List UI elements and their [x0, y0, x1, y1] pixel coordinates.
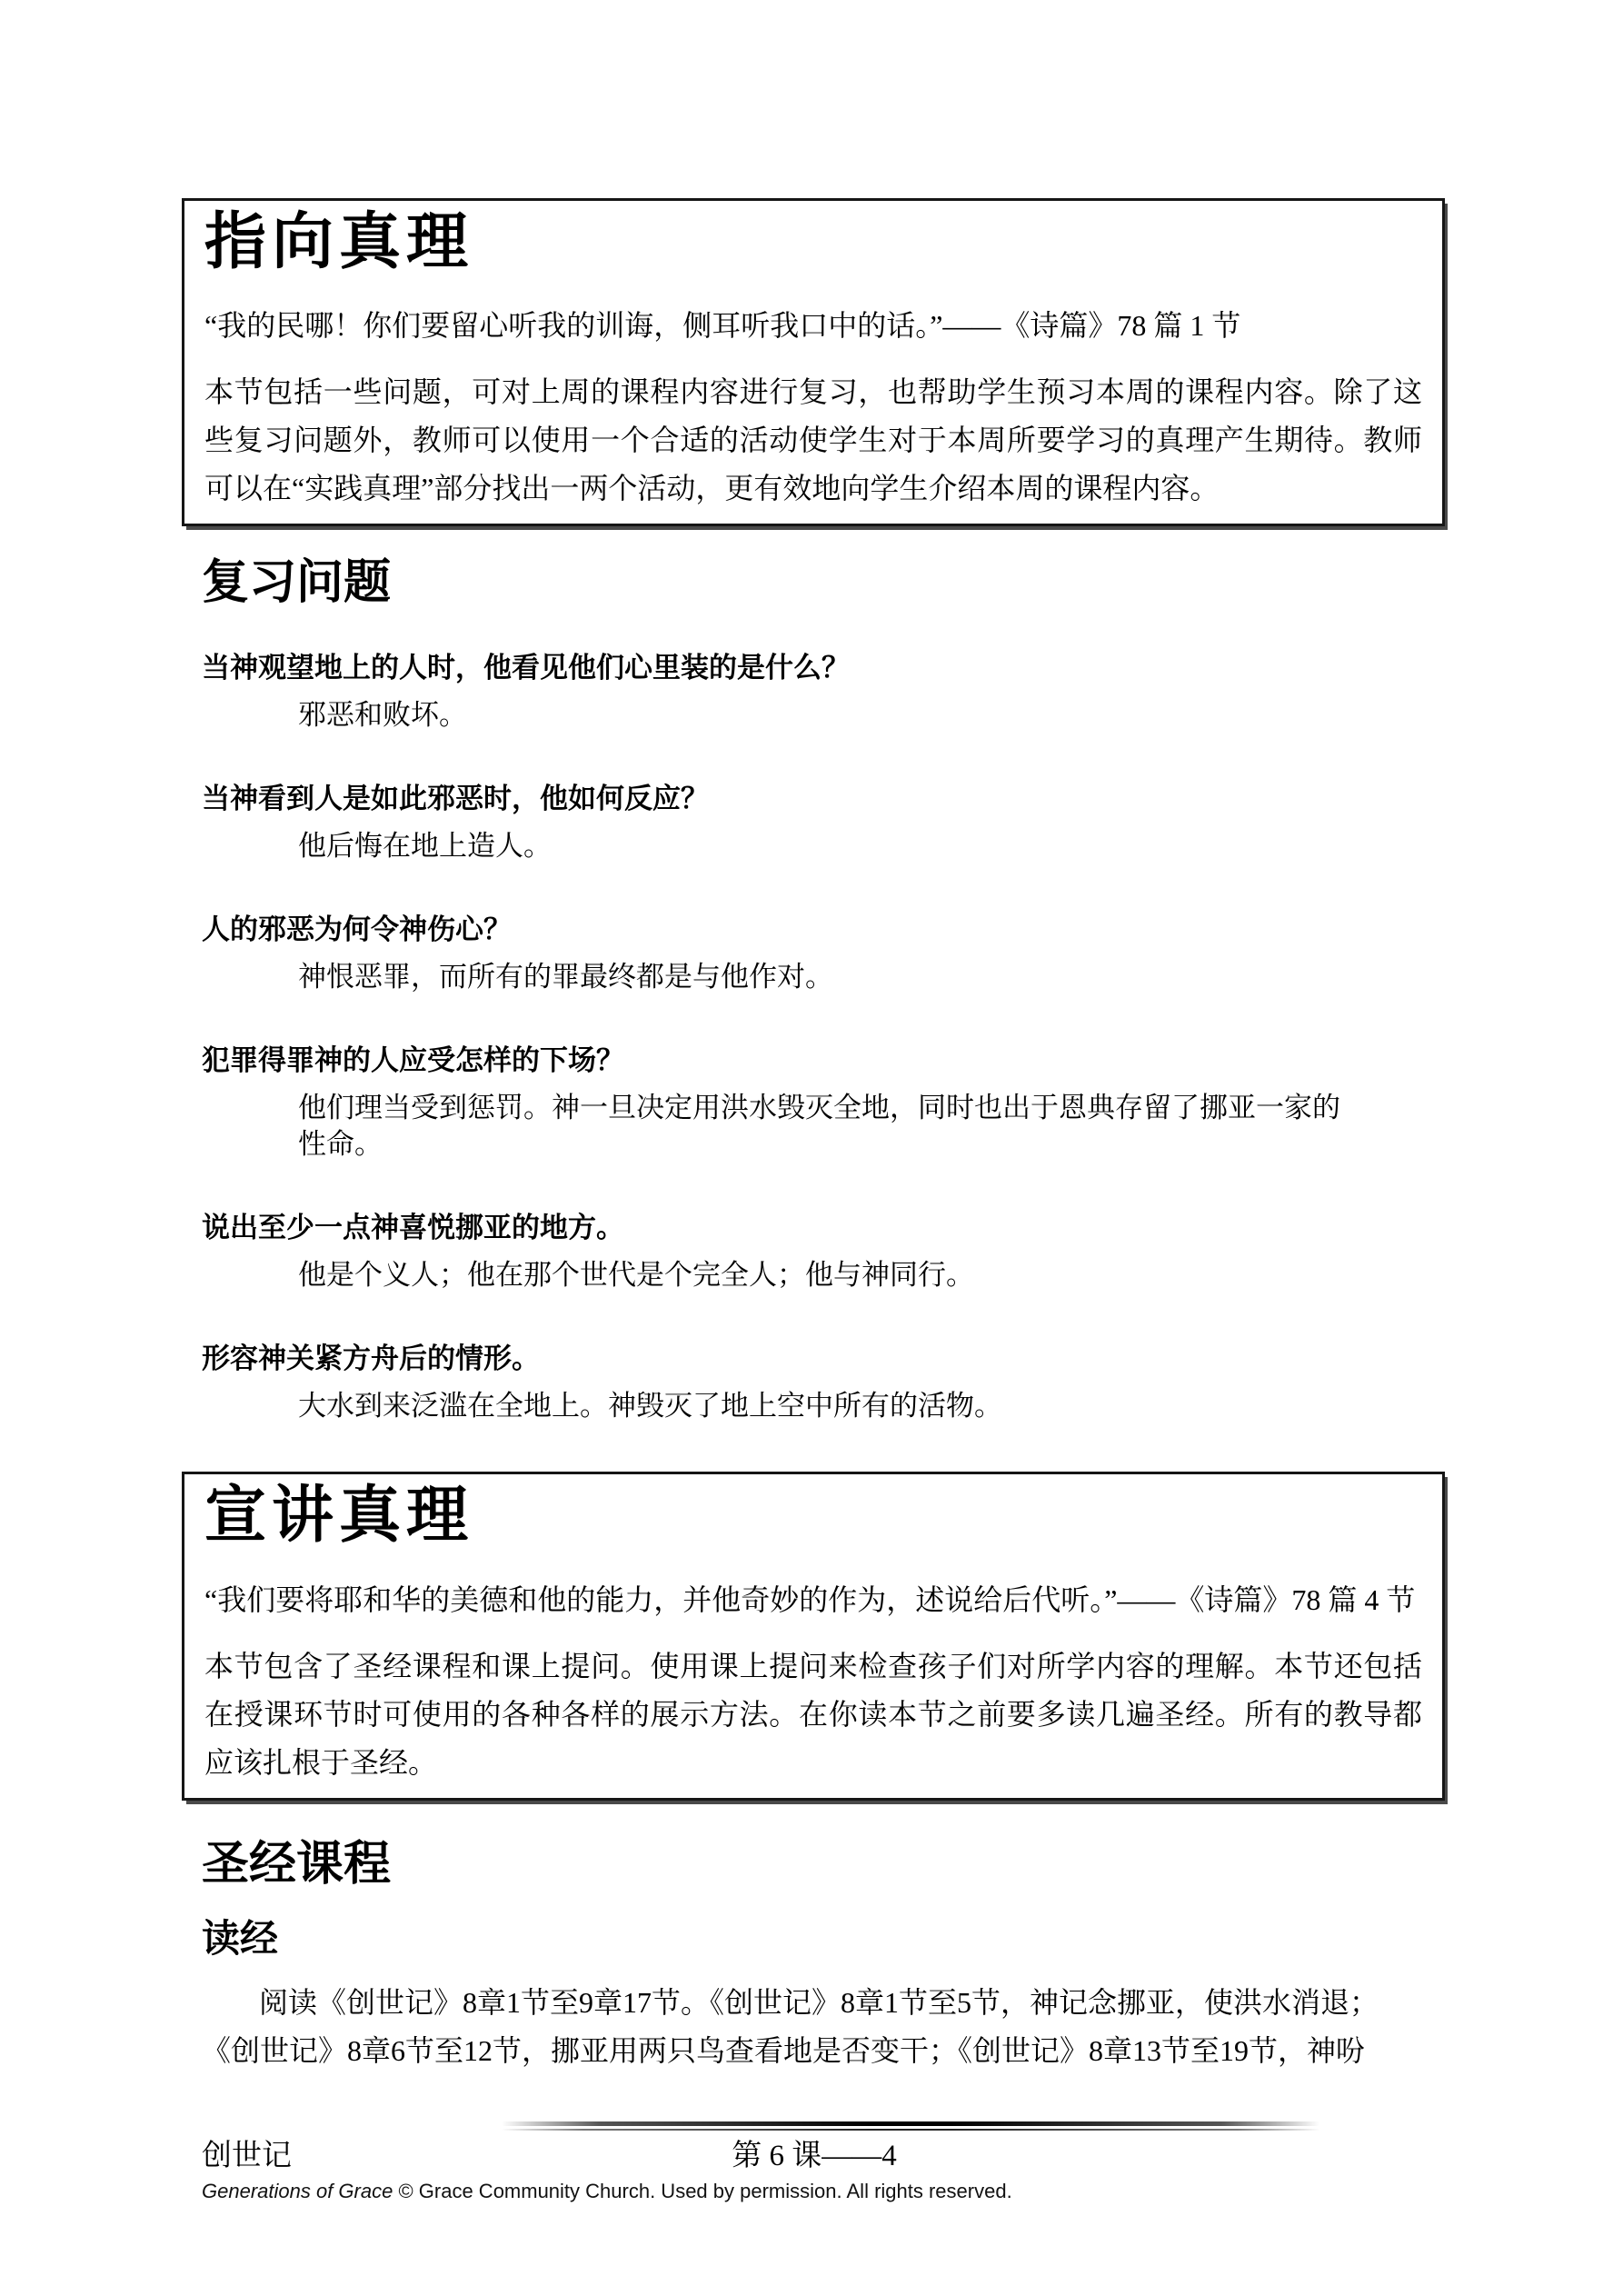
review-questions-heading: 复习问题: [202, 557, 392, 610]
footer-divider-thin-line: [502, 2129, 1319, 2131]
book-title: 创世记: [202, 2140, 292, 2172]
reading-line: 阅读《创世记》8章1节至9章17节。《创世记》8章1节至5节，神记念挪亚，使洪水消退；: [259, 1985, 1379, 2019]
pointing-to-truth-title: 指向真理: [204, 207, 474, 276]
reading-line: 《创世记》8章6节至12节，挪亚用两只鸟查看地是否变干；《创世记》8章13节至19节，神吩: [202, 2033, 1366, 2067]
review-question: 犯罪得罪神的人应受怎样的下场？: [202, 1044, 624, 1077]
qa-pair: [202, 1210, 1427, 1293]
copyright-series-name: Generations of Grace: [202, 2180, 393, 2202]
review-question: 说出至少一点神喜悦挪亚的地方。: [202, 1212, 624, 1244]
review-answer: 神恨恶罪，而所有的罪最终都是与他作对。: [298, 961, 833, 993]
scripture-reading-paragraph: [202, 1979, 1427, 2075]
review-question: 当神看到人是如此邪恶时，他如何反应？: [202, 783, 709, 815]
footer-divider: [502, 2121, 1319, 2131]
psalm-quote-78-1: “我的民哪！你们要留心听我的训诲，侧耳听我口中的话。”——《诗篇》78 篇 1 节: [204, 309, 1241, 343]
proclaiming-truth-box: [182, 1472, 1445, 1800]
qa-pair: [202, 1341, 1427, 1424]
page-number: 第 6 课——4: [732, 2140, 897, 2172]
copyright-line: [202, 2180, 1427, 2203]
review-answer: 他是个义人；他在那个世代是个完全人；他与神同行。: [298, 1259, 974, 1292]
psalm-quote-78-4: “我们要将耶和华的美德和他的能力，并他奇妙的作为，述说给后代听。”——《诗篇》78 篇 4 节: [204, 1582, 1416, 1616]
review-answer: 邪恶和败坏。: [298, 699, 467, 732]
proclaiming-truth-title: 宣讲真理: [204, 1481, 474, 1551]
bible-lesson-heading: 圣经课程: [202, 1838, 392, 1891]
review-answer: 大水到来泛滥在全地上。神毁灭了地上空中所有的活物。: [298, 1390, 1002, 1423]
qa-pair: [202, 1043, 1427, 1163]
footer-divider-thick-line: [502, 2121, 1319, 2126]
review-questions-list: [202, 650, 1427, 1424]
review-question: 形容神关紧方舟后的情形。: [202, 1343, 540, 1375]
copyright-text: © Grace Community Church. Used by permission. All rights reserved.: [393, 2180, 1012, 2202]
footer-row: [202, 2136, 1427, 2176]
pointing-to-truth-box: [182, 198, 1445, 526]
page-footer: [202, 2121, 1427, 2203]
review-answer: 他们理当受到惩罚。神一旦决定用洪水毁灭全地，同时也出于恩典存留了挪亚一家的性命。: [298, 1092, 1340, 1161]
qa-pair: [202, 912, 1427, 995]
pointing-to-truth-description: 本节包括一些问题，可对上周的课程内容进行复习，也帮助学生预习本周的课程内容。除了这些复习问题外，教师可以使用一个合适的活动使学生对于本周所要学习的真理产生期待。教师可以在“实践真理”部分找出一两个活动，更有效地向学生介绍本周的课程内容。: [204, 375, 1422, 505]
review-answer: 他后悔在地上造人。: [298, 830, 552, 863]
review-question: 人的邪恶为何令神伤心？: [202, 913, 512, 946]
scripture-reading-subheading: 读经: [202, 1918, 279, 1961]
review-question: 当神观望地上的人时，他看见他们心里装的是什么？: [202, 652, 850, 684]
proclaiming-truth-description: 本节包含了圣经课程和课上提问。使用课上提问来检查孩子们对所学内容的理解。本节还包括在授课环节时可使用的各种各样的展示方法。在你读本节之前要多读几遍圣经。所有的教导都应该扎根于圣经。: [204, 1649, 1422, 1779]
qa-pair: [202, 781, 1427, 864]
qa-pair: [202, 650, 1427, 734]
